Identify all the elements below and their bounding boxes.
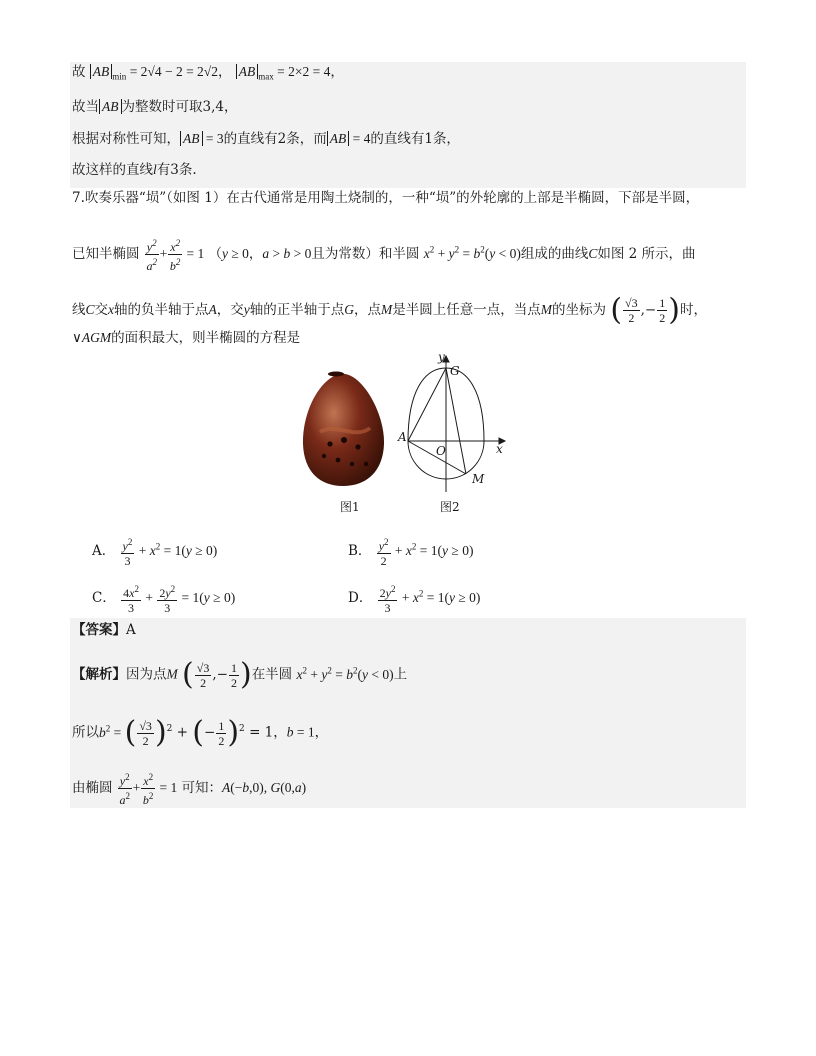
analysis-line-1: 【解析】因为点M ( $\frac{√3}{2}$ ,− $\frac{1}{2}$ )在半圆 $x^2 + y^2 = b^2(y < 0)$上 (72, 657, 408, 692)
label-G: G (450, 364, 460, 378)
text-line-1: 故 AB $_{min}$ = 2√4 − 2 = 2√2， AB $_{max}$ = 2×2 = 4， (72, 64, 344, 82)
option-D: D． $\frac{2y^2}{3}$ + $x^2 = 1(y \ge 0)$ (348, 584, 481, 615)
figure-1-caption: 图1 (340, 500, 360, 514)
option-C: C． $\frac{4x^2}{3}$ + $\frac{2y^2}{3}$ = 1(y ≥ 0) (92, 584, 236, 615)
option-B: B． $\frac{y^2}{2}$ + $x^2 = 1(y \ge 0)$ (348, 537, 474, 568)
segment-GM (446, 368, 466, 474)
answer-line (72, 620, 136, 640)
analysis-line-3: 由椭圆 $\frac{y^2}{a^2}$ + $\frac{x^2}{b^2}$ = 1 可知：A(−b,0), G(0,a) (72, 772, 307, 807)
text-line-2: 故当 AB 为整数时可取3,4， (72, 99, 238, 115)
label-y: y (438, 350, 445, 364)
label-O: O (436, 444, 446, 458)
segment-AG (408, 368, 446, 441)
question-line-2: 已知半椭圆 $\frac{y^2}{a^2}$ + $\frac{x^2}{b^2}$ = 1 （y ≥ 0，a > b > 0且为常数）和半圆 $x^2 + y^2 = b^2(y < 0)$组成的曲线C如图 2 所示，曲 (72, 238, 696, 273)
figure-svg (300, 352, 520, 502)
analysis-line-2: 所以$b^2$ = ( $\frac{√3}{2}$ )$^2$ + (− $\frac{1}{2}$ )$^2$ = 1，b = 1， (72, 715, 329, 750)
question-line-4: ∨AGM的面积最大，则半椭圆的方程是 (72, 330, 301, 346)
label-M: M (472, 472, 485, 486)
question-line-3: 线C交x轴的负半轴于点A，交y轴的正半轴于点G，点M是半圆上任意一点，当点M的坐标为 ( $\frac{√3}{2}$ ,− $\frac{1}{2}$ )时， (72, 292, 707, 328)
figure-2-caption: 图2 (440, 500, 460, 514)
label-A: A (398, 430, 407, 444)
text-line-4: 故这样的直线l有3条. (72, 162, 197, 178)
answer-value: A (126, 622, 136, 638)
figure-area (300, 350, 520, 514)
text-line-3: 根据对称性可知， AB = 3的直线有2条，而 AB = 4的直线有1条， (72, 131, 460, 147)
option-A: A． $\frac{y^2}{3}$ + $x^2 = 1(y \ge 0)$ (92, 537, 218, 568)
question-line-1: 7.吹奏乐器“埙”（如图 1）在古代通常是用陶土烧制的，一种“埙”的外轮廓的上部是半椭圆，下部是半圆， (72, 190, 700, 206)
xun-instrument-image (303, 372, 384, 487)
answer-label: 【答案】 (72, 622, 126, 638)
label-x: x (496, 442, 503, 456)
analysis-label: 【解析】 (72, 666, 126, 683)
